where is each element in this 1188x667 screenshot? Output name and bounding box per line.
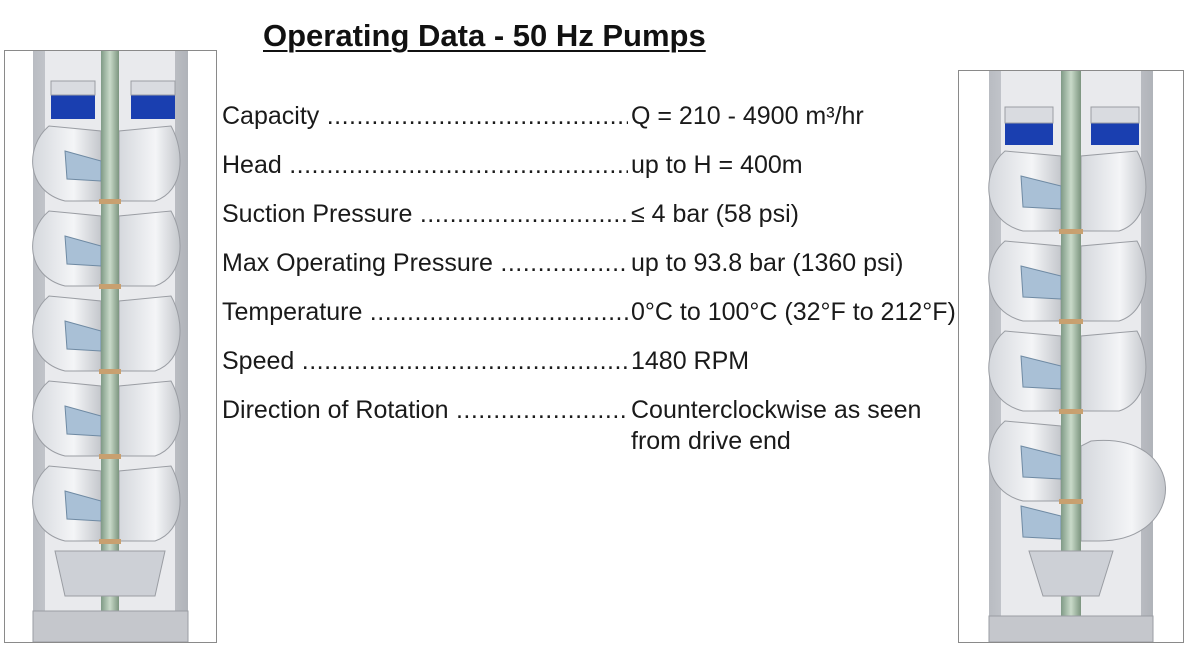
spec-label-direction-of-rotation: Direction of Rotation ..... <box>222 394 628 426</box>
pump-cutaway-left-drawing <box>5 51 216 642</box>
spec-label-capacity: Capacity ..... <box>222 100 628 132</box>
page-title: Operating Data - 50 Hz Pumps <box>263 18 706 53</box>
spec-label-suction-pressure: Suction Pressure ..... <box>222 198 628 230</box>
spec-value-speed: 1480 RPM <box>631 347 750 375</box>
spec-value-max-operating-pressure: up to 93.8 bar (1360 psi) <box>631 249 904 277</box>
spec-value-capacity: Q = 210 - 4900 m³/hr <box>631 102 864 130</box>
spec-row-capacity <box>222 100 952 149</box>
spec-label-speed: Speed ..... <box>222 345 628 377</box>
spec-row-direction-of-rotation <box>222 394 952 455</box>
pump-cutaway-right-drawing <box>959 71 1183 642</box>
spec-label-temperature: Temperature ..... <box>222 296 628 328</box>
pump-cutaway-illustration-right <box>958 70 1184 643</box>
pump-cutaway-illustration-left <box>4 50 217 643</box>
spec-value-suction-pressure: ≤ 4 bar (58 psi) <box>631 200 799 228</box>
spec-value-temperature: 0°C to 100°C (32°F to 212°F) <box>631 298 956 326</box>
spec-list <box>222 100 956 455</box>
spec-row-speed <box>222 345 952 394</box>
spec-value-head: up to H = 400m <box>631 151 803 179</box>
spec-row-suction-pressure <box>222 198 952 247</box>
spec-row-head <box>222 149 952 198</box>
spec-row-max-operating-pressure <box>222 247 952 296</box>
spec-label-head: Head ..... <box>222 149 628 181</box>
spec-label-max-operating-pressure: Max Operating Pressure ..... <box>222 247 628 279</box>
spec-row-temperature <box>222 296 956 345</box>
spec-value-direction-of-rotation: Counterclockwise as seen <box>631 396 922 424</box>
spec-value-direction-of-rotation-line2: from drive end <box>631 427 791 455</box>
